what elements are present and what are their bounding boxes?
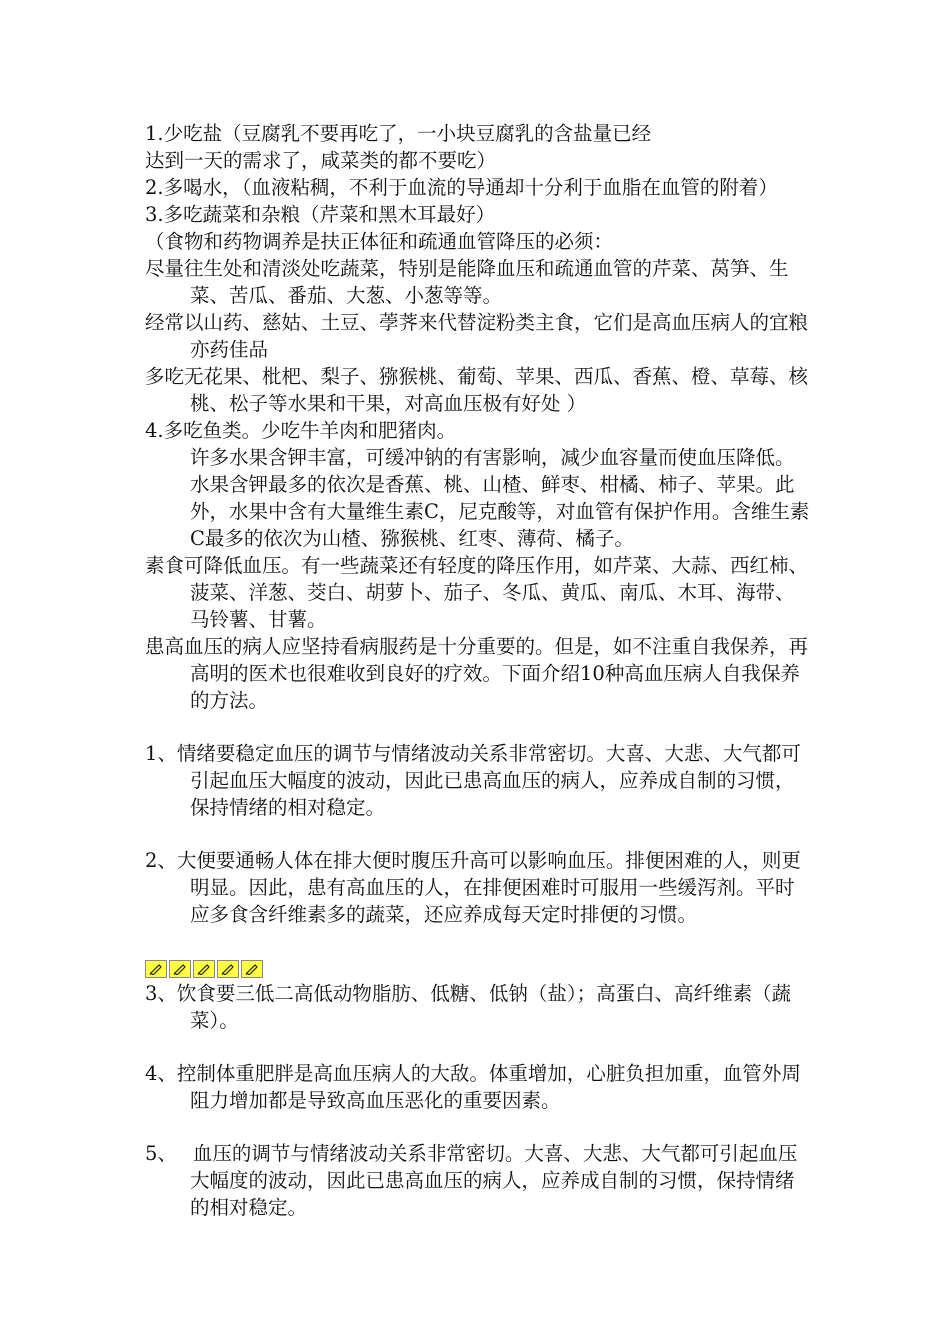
decorative-icon-strip — [145, 960, 810, 980]
fruits-paragraph: 多吃无花果、枇杷、梨子、猕猴桃、葡萄、苹果、西瓜、香蕉、橙、草莓、核桃、松子等水果和干果，对高血压极有好处 ） — [145, 365, 809, 415]
item-3-vegetables: 3.多吃蔬菜和杂粮（芹菜和黑木耳最好） — [145, 203, 496, 226]
spacer — [145, 1034, 810, 1060]
item-1-salt-continued: 达到一天的需求了，咸菜类的都不要吃） — [145, 149, 497, 172]
pencil-icon — [241, 960, 263, 978]
staple-food-paragraph: 经常以山药、慈姑、土豆、荸荠来代替淀粉类主食，它们是高血压病人的宜粮亦药佳品 — [145, 311, 809, 361]
method-2-bowel: 2、大便要通畅人体在排大便时腹压升高可以影响血压。排便困难的人，则更明显。因此，患有高血压的人，在排便困难时可服用一些缓泻剂。平时应多食含纤维素多的蔬菜，还应养成每天定时排便的习惯。 — [145, 849, 801, 926]
medication-paragraph: 患高血压的病人应坚持看病服药是十分重要的。但是，如不注重自我保养，再高明的医术也很难收到良好的疗效。下面介绍10种高血压病人自我保养的方法。 — [145, 635, 809, 712]
method-5-emotion: 5、 血压的调节与情绪波动关系非常密切。大喜、大悲、大气都可引起血压大幅度的波动，因此已患高血压的病人，应养成自制的习惯，保持情绪的相对稳定。 — [145, 1142, 798, 1219]
spacer — [145, 821, 810, 847]
pencil-icon — [145, 960, 167, 978]
food-medicine-note: （食物和药物调养是扶正体征和疏通血管降压的必须： — [145, 230, 614, 253]
pencil-icon — [193, 960, 215, 978]
item-1-salt: 1.少吃盐（豆腐乳不要再吃了，一小块豆腐乳的含盐量已经 — [145, 122, 652, 145]
spacer — [145, 1114, 810, 1140]
method-4-weight: 4、控制体重肥胖是高血压病人的大敌。体重增加，心脏负担加重，血管外周阻力增加都是导致高血压恶化的重要因素。 — [145, 1062, 801, 1112]
pencil-icon — [169, 960, 191, 978]
pencil-icon — [217, 960, 239, 978]
vegetarian-paragraph: 素食可降低血压。有一些蔬菜还有轻度的降压作用，如芹菜、大蒜、西红柿、菠菜、洋葱、茭白、胡萝卜、茄子、冬瓜、黄瓜、南瓜、木耳、海带、马铃薯、甘薯。 — [145, 554, 809, 631]
method-1-emotion: 1、情绪要稳定血压的调节与情绪波动关系非常密切。大喜、大悲、大气都可引起血压大幅度的波动，因此已患高血压的病人，应养成自制的习惯，保持情绪的相对稳定。 — [145, 742, 801, 819]
item-2-water: 2.多喝水，（血液粘稠，不利于血流的导通却十分利于血脂在血管的附着） — [145, 176, 778, 199]
potassium-paragraph: 许多水果含钾丰富，可缓冲钠的有害影响，减少血容量而使血压降低。水果含钾最多的依次是香蕉、桃、山楂、鲜枣、柑橘、柿子、苹果。此外，水果中含有大量维生素C，尼克酸等，对血管有保护作用。含维生素C最多的依次为山楂、猕猴桃、红枣、薄荷、橘子。 — [190, 446, 810, 550]
spacer — [145, 714, 810, 740]
method-3-diet: 3、饮食要三低二高低动物脂肪、低糖、低钠（盐）；高蛋白、高纤维素（蔬菜）。 — [145, 982, 792, 1032]
document-page — [145, 120, 810, 1221]
item-4-fish: 4.多吃鱼类。少吃牛羊肉和肥猪肉。 — [145, 419, 457, 442]
spacer — [145, 928, 810, 954]
raw-vegetables-paragraph: 尽量往生处和清淡处吃蔬菜，特别是能降血压和疏通血管的芹菜、莴笋、生菜、苦瓜、番茄、大葱、小葱等等。 — [145, 257, 789, 307]
